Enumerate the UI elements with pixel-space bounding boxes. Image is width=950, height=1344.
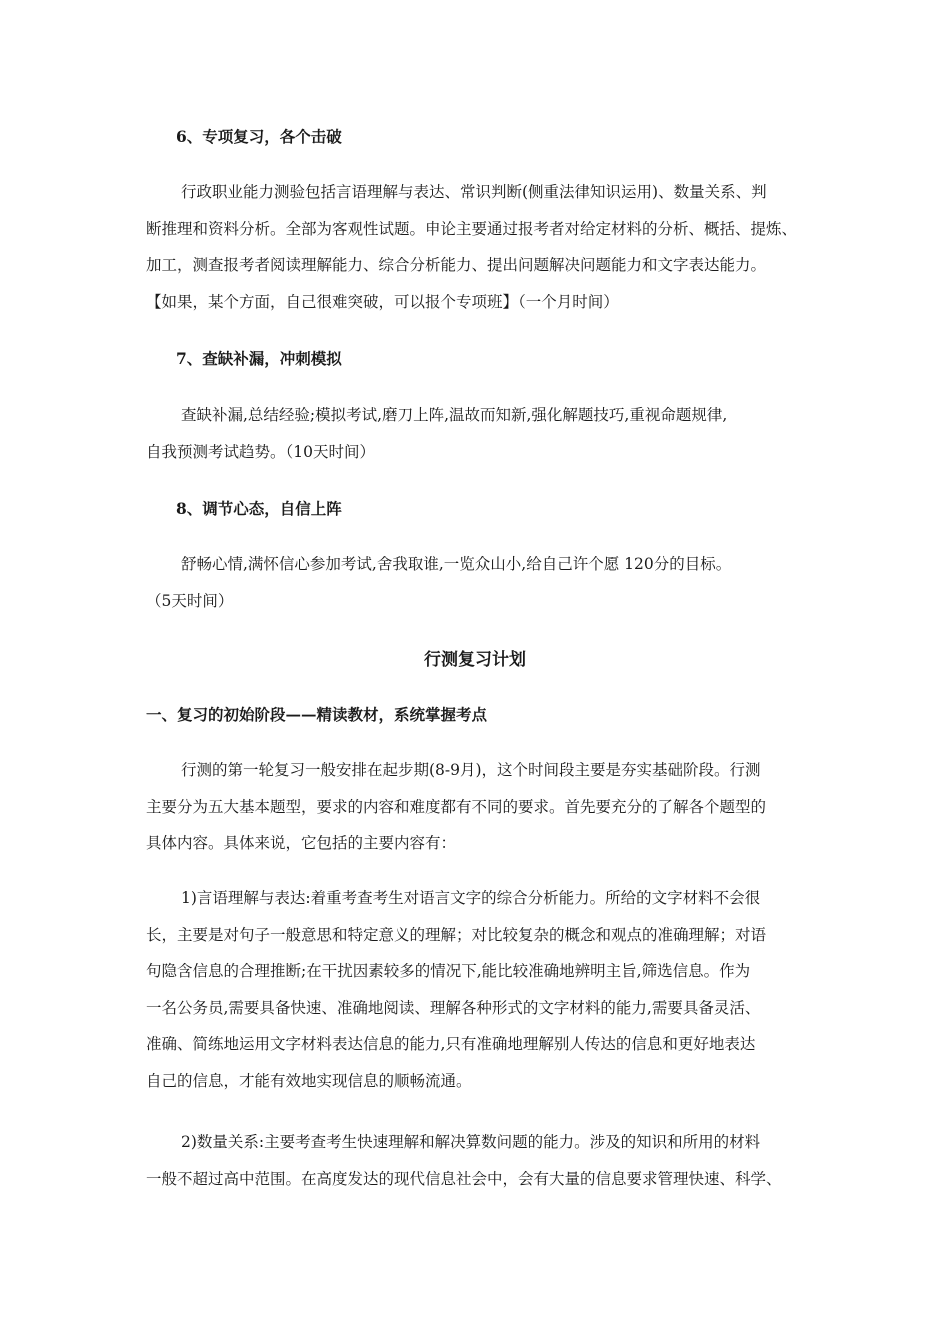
stage-1-heading: 一、复习的初始阶段——精读教材，系统掌握考点: [146, 705, 488, 724]
paragraph-line: 行测的第一轮复习一般安排在起步期(8-9月)，这个时间段主要是夯实基础阶段。行测: [181, 761, 761, 779]
paragraph-line: 行政职业能力测验包括言语理解与表达、常识判断(侧重法律知识运用)、数量关系、判: [181, 183, 767, 201]
section-6-heading: 6、专项复习，各个击破: [176, 127, 342, 146]
paragraph-line: 一般不超过高中范围。在高度发达的现代信息社会中，会有大量的信息要求管理快速、科学、: [146, 1169, 782, 1188]
section-8-paragraph: [146, 546, 816, 619]
paragraph-line: 1)言语理解与表达:着重考查考生对语言文字的综合分析能力。所给的文字材料不会很: [181, 889, 761, 907]
section-6-paragraph: [146, 174, 816, 320]
section-8-heading: 8、调节心态，自信上阵: [176, 499, 342, 518]
section-7-paragraph: [146, 397, 816, 470]
paragraph-line: 查缺补漏,总结经验;模拟考试,磨刀上阵,温故而知新,强化解题技巧,重视命题规律,: [181, 406, 728, 424]
section-7-heading: 7、查缺补漏，冲刺模拟: [176, 349, 342, 368]
paragraph-line: 自己的信息，才能有效地实现信息的顺畅流通。: [146, 1071, 472, 1090]
paragraph-line: 长，主要是对句子一般意思和特定意义的理解；对比较复杂的概念和观点的准确理解；对语: [146, 925, 767, 944]
paragraph-line: 加工，测查报考者阅读理解能力、综合分析能力、提出问题解决问题能力和文字表达能力。: [146, 256, 767, 274]
paragraph-line: 自我预测考试趋势。（10天时间）: [146, 442, 375, 461]
item-1-paragraph: [146, 880, 816, 1099]
intro-paragraph: [146, 752, 816, 862]
paragraph-line: 具体内容。具体来说，它包括的主要内容有：: [146, 834, 457, 852]
paragraph-line: （5天时间）: [146, 591, 234, 610]
paragraph-line: 舒畅心情,满怀信心参加考试,舍我取谁,一览众山小,给自己许个愿 120分的目标。: [181, 555, 732, 573]
paragraph-line: 准确、简练地运用文字材料表达信息的能力,只有准确地理解别人传达的信息和更好地表达: [146, 1035, 756, 1053]
item-2-paragraph: [146, 1124, 816, 1197]
paragraph-line: 一名公务员,需要具备快速、准确地阅读、理解各种形式的文字材料的能力,需要具备灵活、: [146, 998, 761, 1017]
paragraph-line: 断推理和资料分析。全部为客观性试题。申论主要通过报考者对给定材料的分析、概括、提炼、: [146, 219, 798, 238]
paragraph-line: 【如果，某个方面，自己很难突破，可以报个专项班】（一个月时间）: [146, 292, 619, 311]
paragraph-line: 2)数量关系:主要考查考生快速理解和解决算数问题的能力。涉及的知识和所用的材料: [181, 1133, 761, 1151]
paragraph-line: 主要分为五大基本题型，要求的内容和难度都有不同的要求。首先要充分的了解各个题型的: [146, 797, 767, 816]
paragraph-line: 句隐含信息的合理推断;在干扰因素较多的情况下,能比较准确地辨明主旨,筛选信息。作为: [146, 962, 751, 980]
plan-title: 行测复习计划: [424, 650, 526, 670]
